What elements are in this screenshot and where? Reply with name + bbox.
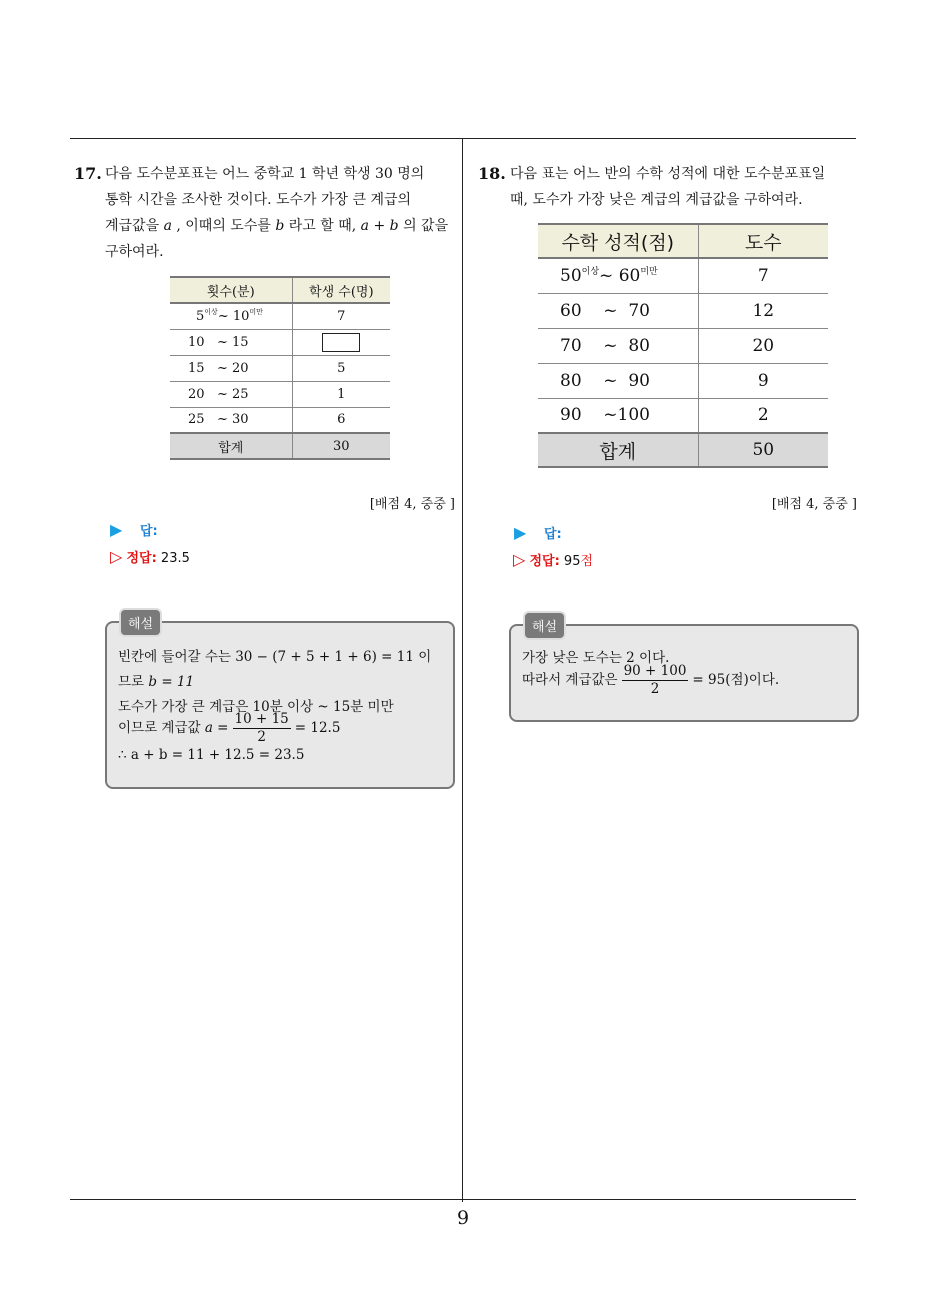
expl-math: = 95(점)이다.: [692, 672, 780, 688]
table-row: [170, 329, 390, 355]
tilde: ~: [216, 360, 228, 376]
range-to: 10: [232, 308, 250, 324]
correct-label: 정답:: [126, 551, 157, 566]
q18-correct-row: [513, 550, 593, 569]
q17-line3-mid2: 라고 할 때,: [288, 218, 357, 234]
table-header: 학생 수(명): [292, 277, 390, 303]
fraction-numerator: 90 + 100: [623, 663, 687, 679]
tilde: ~: [603, 335, 618, 356]
class-range: [538, 293, 698, 328]
frequency-cell: 6: [292, 407, 390, 433]
column-divider: [462, 139, 463, 1202]
table-row: [538, 293, 828, 328]
q18-number: 18.: [478, 164, 506, 183]
frequency-cell: 9: [698, 363, 828, 398]
range-note: 이상: [204, 307, 218, 316]
q18-text: [510, 161, 860, 213]
correct-label: 정답:: [529, 554, 560, 569]
correct-value: 95: [563, 554, 581, 569]
fraction: [622, 663, 689, 698]
range-note: 미만: [249, 307, 263, 316]
q17-line3-end: 의 값을: [403, 218, 449, 234]
total-label: 합계: [170, 433, 292, 459]
fraction-numerator: 10 + 15: [234, 711, 289, 727]
tilde: ~: [603, 370, 618, 391]
fraction-denominator: 2: [257, 729, 266, 745]
table-header: 횟수(분): [170, 277, 292, 303]
class-range: [538, 258, 698, 293]
blank-cell[interactable]: [292, 329, 390, 355]
range-from: 80: [560, 370, 582, 391]
range-to: 60: [618, 265, 641, 286]
play-triangle-icon: ▶: [110, 520, 123, 539]
q18-line: 다음 표는 어느 반의 수학 성적에 대한 도수분포표일: [510, 166, 826, 182]
class-range: [170, 329, 292, 355]
q17-expl-line: 도수가 가장 큰 계급은 10분 이상 ~ 15분 미만: [118, 699, 394, 715]
range-note: 미만: [640, 266, 658, 277]
expl-math: = 12.5: [294, 720, 341, 736]
q18-expl-line: 가장 낮은 도수는 2 이다.: [522, 650, 670, 666]
expl-text: 므로: [118, 674, 145, 690]
class-range: [170, 381, 292, 407]
range-to: 80: [628, 335, 650, 356]
table-row: [170, 303, 390, 329]
var-a: a: [163, 218, 172, 234]
correct-unit: 점: [580, 554, 594, 569]
frequency-cell: 7: [698, 258, 828, 293]
table-header: 도수: [698, 224, 828, 258]
table-total-row: [170, 433, 390, 459]
total-value: 50: [698, 433, 828, 467]
q18-explanation-tag: 해설: [523, 611, 566, 640]
outline-triangle-icon: ▷: [110, 547, 123, 566]
tilde: ~: [216, 386, 228, 402]
range-from: 5: [196, 308, 205, 324]
class-range: [170, 355, 292, 381]
q17-line3-mid: 이때의 도수를: [185, 218, 271, 234]
tilde: ~: [603, 300, 618, 321]
frequency-cell: 2: [698, 398, 828, 433]
table-row: [538, 398, 828, 433]
table-row: [170, 407, 390, 433]
q17-correct-row: [110, 547, 190, 566]
bottom-rule: [70, 1199, 856, 1200]
q17-score: [배점 4, 중중 ]: [369, 497, 455, 512]
q18-frequency-table: [538, 223, 828, 468]
total-label: 합계: [538, 433, 698, 467]
range-to: 15: [232, 334, 249, 350]
q18-expl-line: [522, 663, 779, 698]
range-to: 70: [628, 300, 650, 321]
class-range: [170, 407, 292, 433]
frequency-cell: 20: [698, 328, 828, 363]
answer-label: 답:: [140, 524, 158, 539]
frequency-cell: 7: [292, 303, 390, 329]
top-rule: [70, 138, 856, 139]
fraction-denominator: 2: [650, 681, 660, 697]
range-from: 70: [560, 335, 582, 356]
expl-text: 이므로 계급값: [118, 720, 201, 736]
frequency-cell: 12: [698, 293, 828, 328]
q17-line: 계급값을 a , 이때의 도수를 b 라고 할 때, a + b 의 값을: [105, 218, 449, 234]
fraction: [233, 711, 291, 746]
range-from: 50: [560, 265, 582, 286]
range-from: 20: [188, 386, 205, 402]
table-row: [170, 381, 390, 407]
class-range: [538, 398, 698, 433]
q17-line3-start: 계급값을: [105, 218, 160, 234]
range-from: 60: [560, 300, 582, 321]
range-note: 이상: [581, 266, 600, 277]
q17-expl-line: [118, 711, 340, 746]
page-number: 9: [456, 1207, 470, 1229]
class-range: [170, 303, 292, 329]
q18-answer-row[interactable]: [514, 523, 562, 542]
correct-value: 23.5: [160, 551, 190, 566]
q17-line: 통학 시간을 조사한 것이다. 도수가 가장 큰 계급의: [105, 192, 412, 208]
q17-answer-row[interactable]: [110, 520, 158, 539]
q17-explanation-tag: 해설: [119, 608, 162, 637]
var-b: b: [275, 218, 285, 234]
tilde: ~: [216, 334, 228, 350]
expr-ab: a + b: [360, 218, 399, 234]
class-range: [538, 328, 698, 363]
tilde: ~: [599, 265, 614, 286]
total-value: 30: [292, 433, 390, 459]
frequency-cell: 1: [292, 381, 390, 407]
outline-triangle-icon: ▷: [513, 550, 526, 569]
answer-label: 답:: [544, 527, 562, 542]
table-row: [538, 328, 828, 363]
table-row: [538, 258, 828, 293]
q17-line: 구하여라.: [105, 244, 164, 260]
q17-frequency-table: [170, 276, 390, 460]
q17-number: 17.: [74, 164, 102, 183]
range-from: 90: [560, 405, 582, 426]
q17-expl-line: ∴ a + b = 11 + 12.5 = 23.5: [118, 747, 305, 763]
q18-line: 때, 도수가 가장 낮은 계급의 계급값을 구하여라.: [510, 192, 803, 208]
expl-math: b = 11: [148, 674, 195, 690]
table-row: [170, 355, 390, 381]
q17-expl-line: [118, 670, 194, 690]
q17-text: [105, 161, 457, 265]
range-from: 15: [188, 360, 205, 376]
table-total-row: [538, 433, 828, 467]
table-row: [538, 363, 828, 398]
range-to: 20: [232, 360, 249, 376]
tilde: ~: [603, 405, 618, 426]
table-header: 수학 성적(점): [538, 224, 698, 258]
q18-score: [배점 4, 중중 ]: [771, 497, 857, 512]
range-to: 100: [617, 405, 650, 426]
blank-box: [322, 333, 360, 352]
tilde: ~: [216, 412, 228, 428]
range-from: 10: [188, 334, 205, 350]
range-to: 30: [232, 412, 249, 428]
q17-expl-line: 빈칸에 들어갈 수는 30 − (7 + 5 + 1 + 6) = 11 이: [118, 649, 432, 665]
expl-math: a =: [204, 720, 229, 736]
range-to: 90: [628, 370, 650, 391]
range-from: 25: [188, 412, 205, 428]
q17-line: 다음 도수분포표는 어느 중학교 1 학년 학생 30 명의: [105, 166, 425, 182]
play-triangle-icon: ▶: [514, 523, 527, 542]
expl-text: 따라서 계급값은: [522, 672, 618, 688]
tilde: ~: [217, 308, 229, 324]
class-range: [538, 363, 698, 398]
range-to: 25: [232, 386, 249, 402]
frequency-cell: 5: [292, 355, 390, 381]
